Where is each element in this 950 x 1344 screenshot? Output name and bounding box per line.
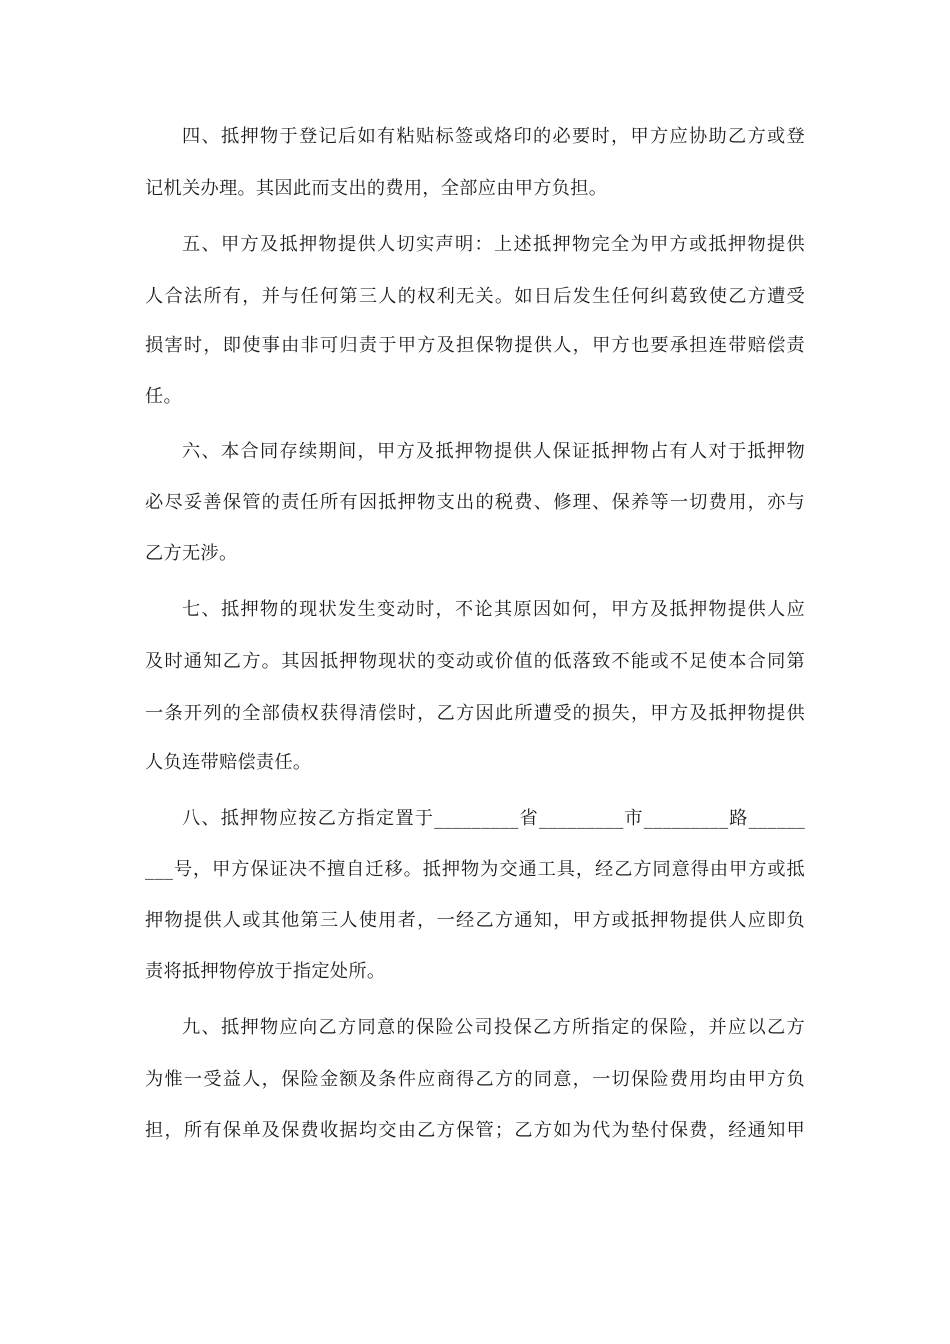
text-line: 四、抵押物于登记后如有粘贴标签或烙印的必要时，甲方应协助乙方或登 [182,126,805,147]
text-line: 七、抵押物的现状发生变动时，不论其原因如何，甲方及抵押物提供人应 [182,599,805,620]
text-line: 押物提供人或其他第三人使用者，一经乙方通知，甲方或抵押物提供人应即负 [145,910,805,931]
text-line: 一条开列的全部债权获得清偿时，乙方因此所遭受的损失，甲方及抵押物提供 [145,703,805,724]
text-line: 必尽妥善保管的责任所有因抵押物支出的税费、修理、保养等一切费用，亦与 [145,492,805,513]
text-line: 乙方无涉。 [145,543,238,564]
text-line: 担，所有保单及保费收据均交由乙方保管；乙方如为代为垫付保费，经通知甲 [145,1120,805,1141]
text-line: 六、本合同存续期间，甲方及抵押物提供人保证抵押物占有人对于抵押物 [182,441,805,462]
text-line: ___号，甲方保证决不擅自迁移。抵押物为交通工具，经乙方同意得由甲方或抵 [145,859,805,880]
text-line: 责将抵押物停放于指定处所。 [145,961,386,982]
text-line: 五、甲方及抵押物提供人切实声明：上述抵押物完全为甲方或抵押物提供 [182,234,805,255]
text-line: 任。 [145,386,182,407]
text-line: 及时通知乙方。其因抵押物现状的变动或价值的低落致不能或不足使本合同第 [145,651,805,672]
text-line: 人负连带赔偿责任。 [145,752,312,773]
text-line: 为惟一受益人，保险金额及条件应商得乙方的同意，一切保险费用均由甲方负 [145,1069,805,1090]
text-line: 损害时，即使事由非可归责于甲方及担保物提供人，甲方也要承担连带赔偿责 [145,335,805,356]
text-line: 九、抵押物应向乙方同意的保险公司投保乙方所指定的保险，并应以乙方 [182,1017,805,1038]
text-line: 记机关办理。其因此而支出的费用，全部应由甲方负担。 [145,178,608,199]
text-line: 八、抵押物应按乙方指定置于_________省_________市_________路______ [182,808,805,829]
text-line: 人合法所有，并与任何第三人的权利无关。如日后发生任何纠葛致使乙方遭受 [145,286,805,307]
